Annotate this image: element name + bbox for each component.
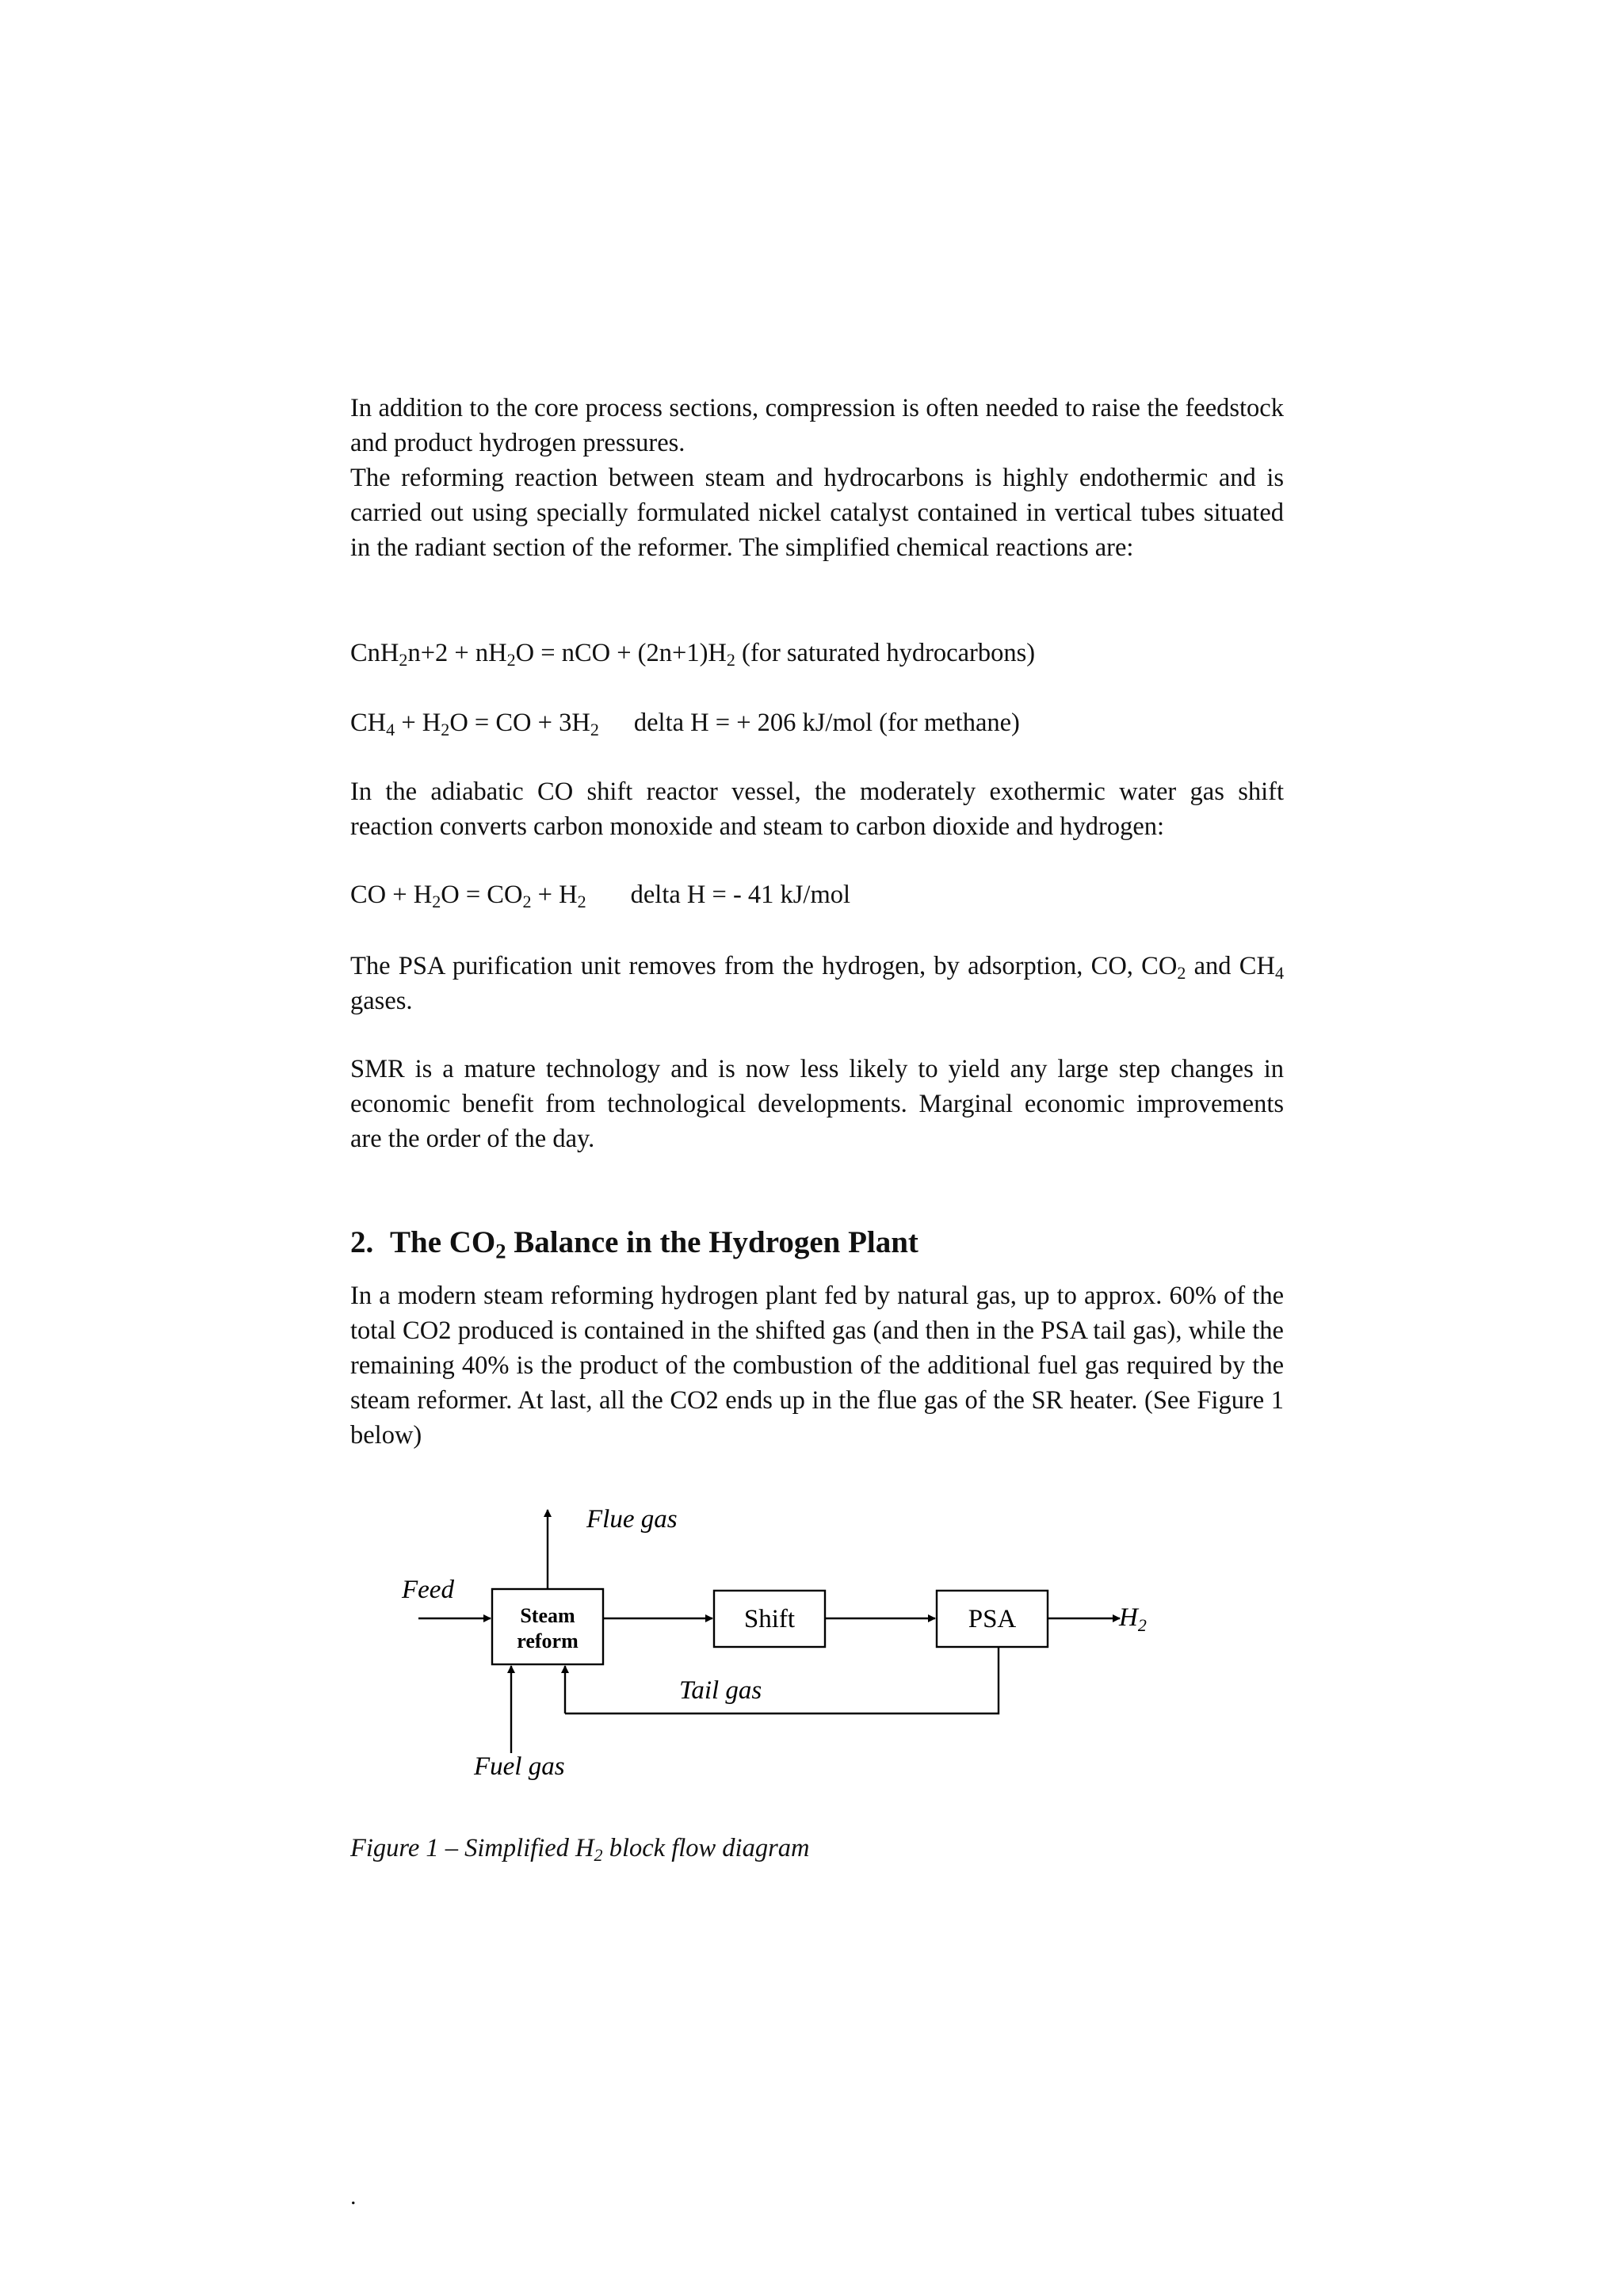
steam-reform-label-line1: Steam [520, 1604, 575, 1627]
section-number: 2. [350, 1225, 374, 1259]
equation-shift: CO + $H_2O = CO_2 + H_2$ delta H = - 41 kJ/mol [350, 881, 851, 912]
h2-label: $H_2$ [1119, 1603, 1147, 1635]
paragraph-compression: In addition to the core process sections, compression is often needed to raise the feedstock and product hydrogen pressures. [350, 394, 1284, 457]
figure-caption: Figure 1 – Simplified $H_2$ block flow diagram [350, 1834, 810, 1866]
flue-gas-label: Flue gas [586, 1505, 678, 1534]
equation-methane: $CH_4 + H_2O$ = CO + $3H_2$ delta H = + 206 kJ/mol (for methane) [350, 709, 1020, 740]
paragraph-shift: In the adiabatic CO shift reactor vessel, the moderately exothermic water gas shift reaction converts carbon monoxide and steam to carbon dioxide and hydrogen: [350, 777, 1284, 841]
tail-gas-line [565, 1647, 999, 1713]
section-title-sub: 2 [495, 1239, 506, 1263]
section-title-pre: The CO [390, 1225, 496, 1259]
fuel-gas-label: Fuel gas [474, 1752, 565, 1781]
paragraph-smr: SMR is a mature technology and is now less likely to yield any large step changes in economic benefit from technological developments. Marginal economic improvements are the order of the day. [350, 1055, 1284, 1153]
paragraph-psa: The PSA purification unit removes from the hydrogen, by adsorption, CO, $CO_2$ and $CH_4$ gases. [350, 952, 1284, 1015]
paragraph-co2-balance: In a modern steam reforming hydrogen plant fed by natural gas, up to approx. 60% of the total CO2 produced is contained in the shifted gas (and then in the PSA tail gas), while the remaining 40% is the product of the combustion of the additional fuel gas required by the steam reformer. At last, all the CO2 ends up in the flue gas of the SR heater. (See Figure 1 below) [350, 1282, 1284, 1450]
psa-label: PSA [968, 1605, 1017, 1633]
steam-reform-label-line2: reform [517, 1629, 579, 1652]
footer-mark: . [350, 2183, 357, 2210]
paragraph-reforming: The reforming reaction between steam and hydrocarbons is highly endothermic and is carried out using specially formulated nickel catalyst contained in vertical tubes situated in the radiant section of the reformer. The simplified chemical reactions are: [350, 464, 1284, 562]
section-title-post: Balance in the Hydrogen Plant [506, 1225, 918, 1259]
shift-label: Shift [743, 1605, 796, 1633]
tail-gas-label: Tail gas [679, 1676, 762, 1705]
feed-label: Feed [402, 1576, 454, 1604]
equation-saturated: $CnH_2n+2 + nH_2O$ = nCO + $(2n+1)H_2$ (for saturated hydrocarbons) [350, 639, 1036, 670]
